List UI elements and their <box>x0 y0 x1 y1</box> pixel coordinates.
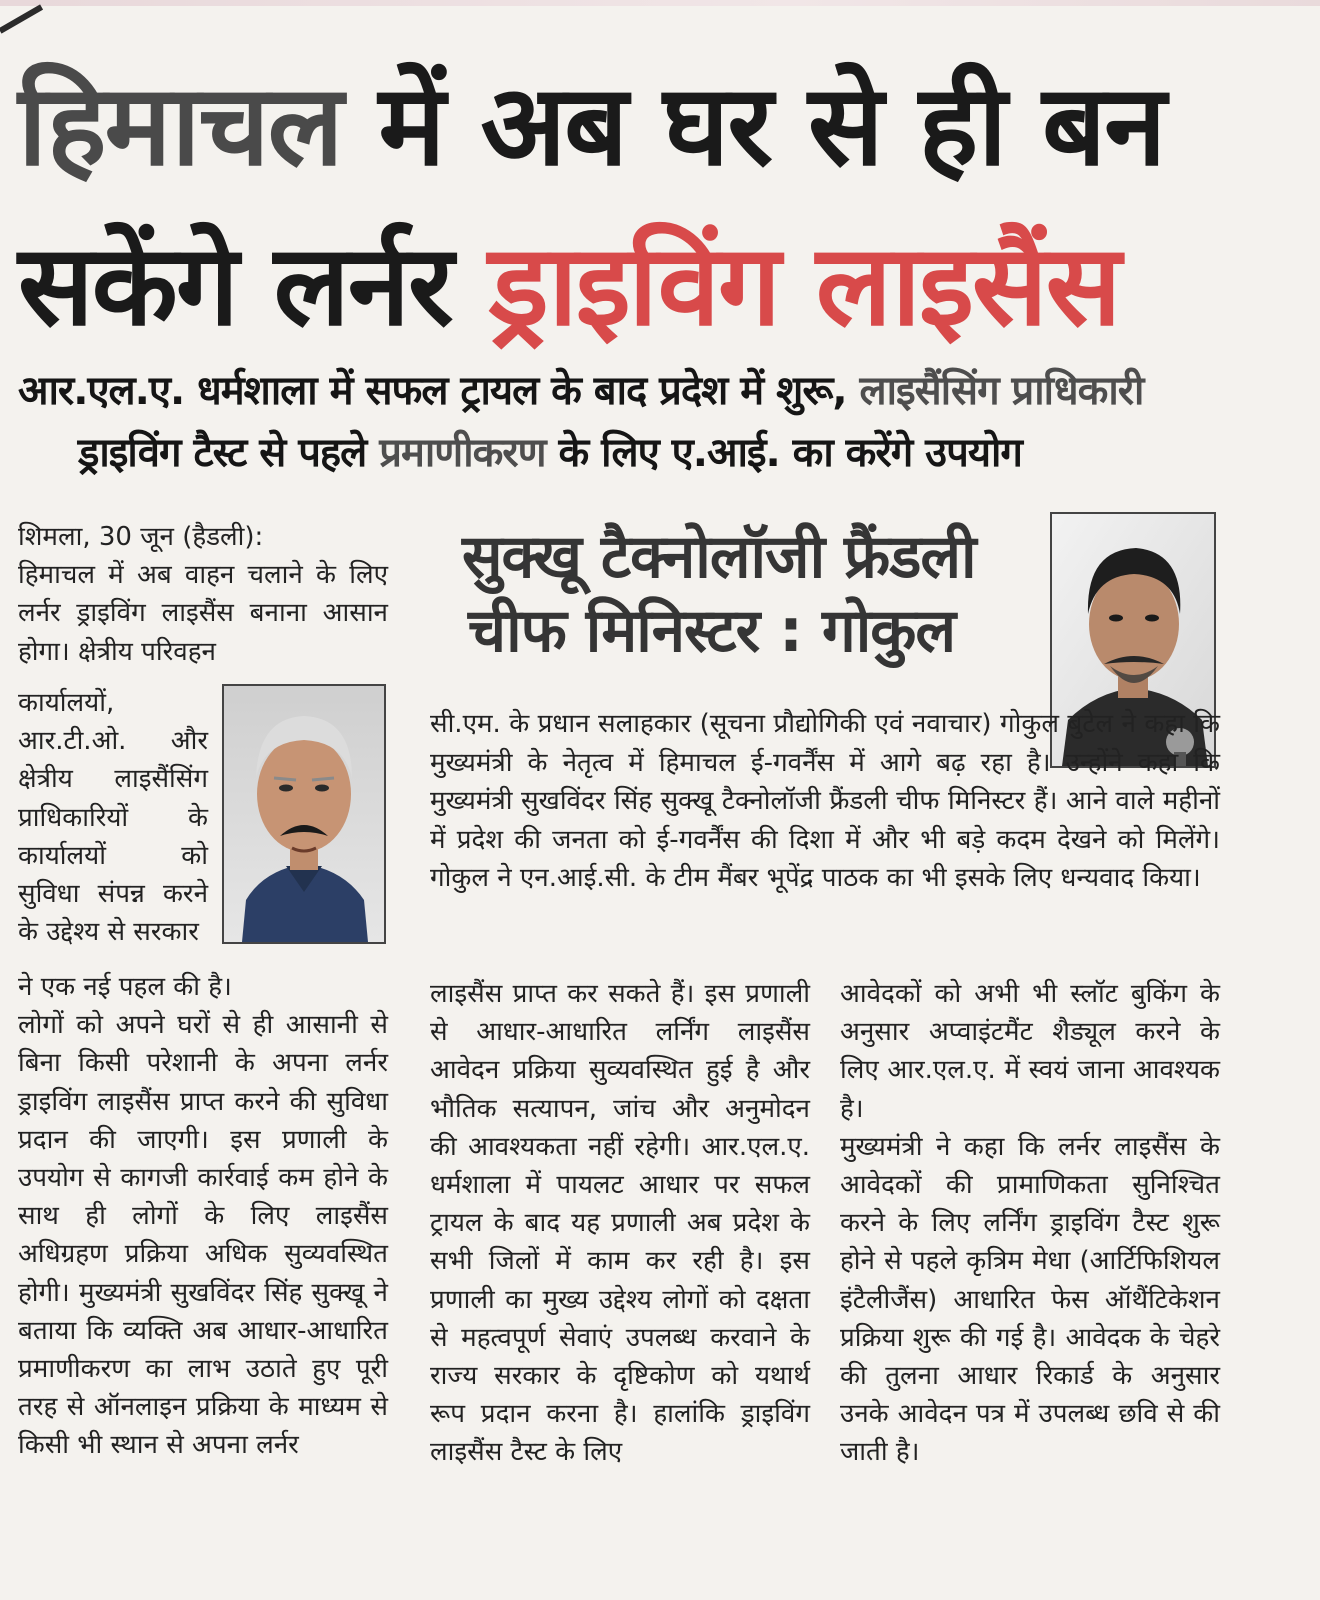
main-headline <box>18 46 1308 366</box>
headline-line-1 <box>18 46 1308 206</box>
sub-headline <box>18 360 1303 484</box>
subhead-line-2 <box>18 422 1303 484</box>
subhead-line2-part2: प्रमाणीकरण <box>379 430 546 476</box>
headline-line-2 <box>18 206 1308 366</box>
chief-minister-photo <box>222 684 386 944</box>
sidebar-headline-line-1: सुक्खू टैक्नोलॉजी फ्रैंडली <box>462 522 976 592</box>
headline-line1-part2: में अब घर से ही बन <box>378 61 1165 191</box>
sidebar-quote-paragraph: सी.एम. के प्रधान सलाहकार (सूचना प्रौद्योगिकी एवं नवाचार) गोकुल बुटेल ने कहा कि मुख्यमंत्री के नेतृत्व में हिमाचल ई-गवर्नैंस में आगे बढ़ रहा है। उन्होंने कहा कि मुख्यमंत्री सुखविंदर सिंह सुक्खू टैक्नोलॉजी फ्रैंडली चीफ मिनिस्टर हैं। आने वाले महीनों में प्रदेश की जनता को ई-गवर्नैंस की दिशा में और भी बड़े कदम देखने को मिलेंगे। गोकुल ने एन.आई.सी. के टीम मैंबर भूपेंद्र पाठक का भी इसके लिए धन्यवाद किया। <box>430 709 1220 893</box>
sidebar-headline-line-2: चीफ मिनिस्टर : गोकुल <box>468 596 956 666</box>
subhead-line-1 <box>18 360 1303 422</box>
article-column-left: ने एक नई पहल की है। लोगों को अपने घरों से ही आसानी से बिना किसी परेशानी के अपना लर्नर ड्राइविंग लाइसैंस प्राप्त करने की सुविधा प्रदान की जाएगी। इस प्रणाली के उपयोग से कागजी कार्रवाई कम होने के साथ ही लोगों के लिए लाइसैंस अधिग्रहण प्रक्रिया अधिक सुव्यवस्थित होगी। मुख्यमंत्री सुखविंदर सिंह सुक्खू ने बताया कि व्यक्ति अब आधार-आधारित प्रमाणीकरण का लाभ उठाते हुए पूरी तरह से ऑनलाइन प्रक्रिया के माध्यम से किसी भी स्थान से अपना लर्नर <box>18 972 388 1461</box>
article-column-middle: लाइसैंस प्राप्त कर सकते हैं। इस प्रणाली से आधार-आधारित लर्निंग लाइसैंस आवेदन प्रक्रिया सुव्यवस्थित हुई है और भौतिक सत्यापन, जांच और अनुमोदन की आवश्यकता नहीं रहेगी। आर.एल.ए. धर्मशाला में पायलट आधार पर सफल ट्रायल के बाद यह प्रणाली अब प्रदेश के सभी जिलों में काम कर रही है। इस प्रणाली का मुख्य उद्देश्य लोगों को दक्षता से महत्वपूर्ण सेवाएं उपलब्ध करवाने के राज्य सरकार के दृष्टिकोण को यथार्थ रूप प्रदान करना है। हालांकि ड्राइविंग लाइसैंस टैस्ट के लिए <box>430 979 810 1468</box>
corner-fold-mark <box>0 4 43 33</box>
subhead-line1-part2: लाइसैंसिंग प्राधिकारी <box>859 368 1144 414</box>
article-lead-paragraph: शिमला, 30 जून (हैडली): हिमाचल में अब वाहन चलाने के लिए लर्नर ड्राइविंग लाइसैंस बनाना आसान होगा। क्षेत्रीय परिवहन <box>18 522 388 667</box>
headline-line1-part1: हिमाचल <box>18 61 342 191</box>
sidebar-headline <box>462 520 1042 668</box>
headline-line2-part2: ड्राइविंग लाइसैंस <box>488 221 1120 351</box>
article-column-right: आवेदकों को अभी भी स्लॉट बुकिंग के अनुसार अप्वाइंटमैंट शैड्यूल करने के लिए आर.एल.ए. में स्वयं जाना आवश्यक है। मुख्यमंत्री ने कहा कि लर्नर लाइसैंस के आवेदकों की प्रामाणिकता सुनिश्चित करने के लिए लर्निंग ड्राइविंग टैस्ट शुरू होने से पहले कृत्रिम मेधा (आर्टिफिशियल इंटैलीजैंस) आधारित फेस ऑथैंटिकेशन प्रक्रिया शुरू की गई है। आवेदक के चेहरे की तुलना आधार रिकार्ड के अनुसार उनके आवेदन पत्र में उपलब्ध छवि से की जाती है। <box>840 979 1220 1468</box>
top-border <box>0 0 1320 6</box>
headline-line2-part1: सकेंगे लर्नर <box>18 221 452 351</box>
subhead-line2-part3: के लिए ए.आई. का करेंगे उपयोग <box>558 430 1022 476</box>
article-wrap-paragraph: कार्यालयों, आर.टी.ओ. और क्षेत्रीय लाइसैंसिंग प्राधिकारियों के कार्यालयों को सुविधा संपन्न करने के उद्देश्य से सरकार <box>18 688 208 948</box>
subhead-line1-part1: आर.एल.ए. धर्मशाला में सफल ट्रायल के बाद प्रदेश में शुरू, <box>18 368 847 414</box>
subhead-line2-part1: ड्राइविंग टैस्ट से पहले <box>78 430 367 476</box>
